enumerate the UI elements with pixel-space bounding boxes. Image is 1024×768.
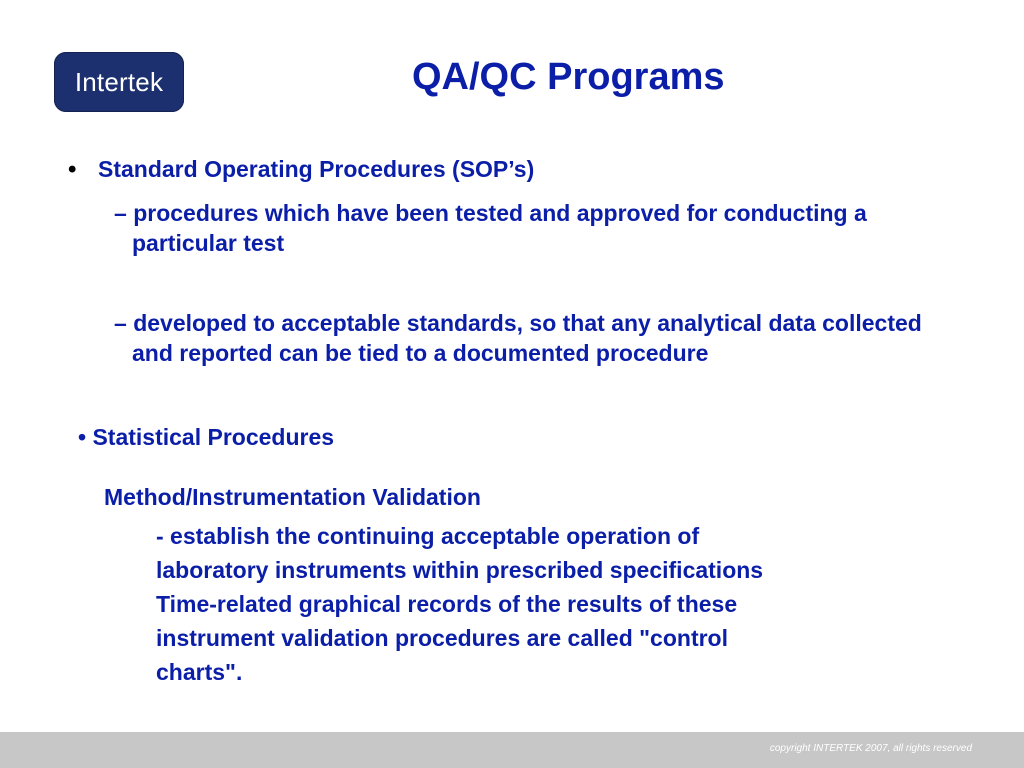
paragraph-line: laboratory instruments within prescribed specifications: [156, 557, 764, 583]
sub-item-tested: [114, 198, 952, 258]
bullet-dot-icon: •: [68, 156, 77, 183]
validation-paragraph: [156, 519, 946, 689]
sub-item-developed: [114, 308, 952, 368]
footer-bar: [0, 732, 1024, 768]
section-heading: Method/Instrumentation Validation: [104, 484, 481, 510]
paragraph-line: instrument validation procedures are called "control: [156, 625, 728, 651]
logo-text: Intertek: [74, 66, 164, 97]
bullet-statistical: • Statistical Procedures: [78, 424, 335, 450]
paragraph-line: Time-related graphical records of the results of these: [156, 591, 738, 617]
slide-title: QA/QC Programs: [412, 56, 725, 98]
dash-icon: –: [114, 310, 127, 336]
paragraph-line: charts".: [156, 659, 243, 685]
sub-item-tested-text: procedures which have been tested and approved for conducting a particular test: [132, 200, 867, 256]
bullet-sop: [68, 156, 534, 184]
bullet-sop-label: Standard Operating Procedures (SOP’s): [98, 156, 535, 182]
dash-icon: –: [114, 200, 127, 226]
intertek-logo: [54, 52, 184, 112]
paragraph-line: - establish the continuing acceptable operation of: [156, 523, 700, 549]
copyright-text: copyright INTERTEK 2007, all rights reserved: [769, 743, 972, 754]
sub-item-developed-text: developed to acceptable standards, so that any analytical data collected and reported can be tied to a documented procedure: [132, 310, 922, 366]
